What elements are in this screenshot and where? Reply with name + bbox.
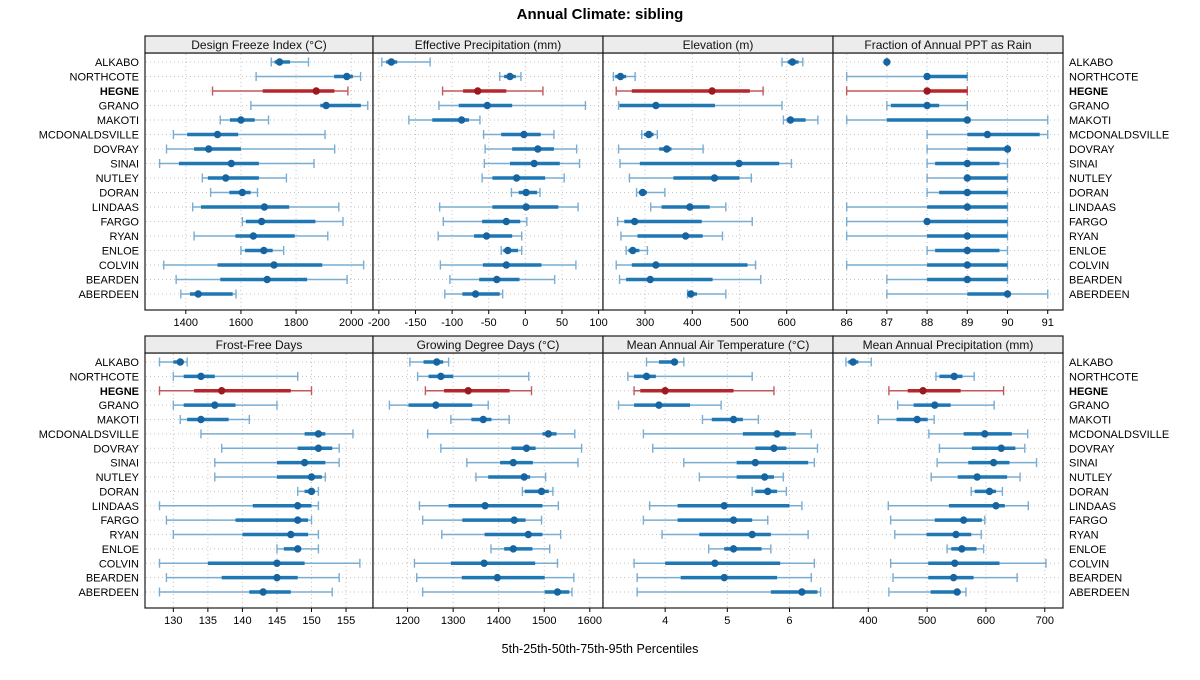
median-dot [480, 560, 487, 567]
axis-tick-label: 145 [267, 615, 287, 627]
station-label-left: BEARDEN [85, 572, 139, 585]
median-dot [177, 358, 184, 365]
chart-root [39, 36, 1170, 627]
median-dot [958, 545, 965, 552]
station-label-right: MCDONALDSVILLE [1069, 129, 1170, 142]
axis-tick-label: 1400 [173, 317, 199, 329]
median-dot [554, 588, 561, 595]
median-dot [322, 102, 329, 109]
axis-tick-label: 700 [1035, 615, 1054, 627]
median-dot [464, 387, 471, 394]
median-dot [270, 261, 277, 268]
axis-tick-label: 1400 [486, 615, 511, 627]
axis-tick-label: 5 [724, 615, 731, 627]
station-label-left: COLVIN [98, 260, 139, 272]
station-label-right: RYAN [1069, 231, 1099, 243]
axis-tick-label: 500 [730, 317, 749, 329]
station-label-right: COLVIN [1069, 558, 1110, 571]
median-dot [931, 401, 938, 408]
median-dot [964, 261, 971, 268]
median-dot [787, 116, 794, 123]
station-label-right: FARGO [1069, 216, 1108, 229]
station-label-right: NUTLEY [1069, 173, 1113, 185]
axis-tick-label: 1300 [440, 615, 466, 627]
median-dot [228, 160, 235, 167]
panel-header-title: Elevation (m) [682, 38, 754, 52]
median-dot [761, 473, 768, 480]
median-dot [294, 545, 301, 552]
station-label-left: ABERDEEN [78, 587, 139, 599]
median-dot [481, 502, 488, 509]
axis-tick-label: 90 [1001, 317, 1014, 329]
median-dot [237, 116, 244, 123]
median-dot [433, 358, 440, 365]
median-dot [711, 174, 718, 181]
median-dot [950, 373, 957, 380]
median-dot [655, 401, 662, 408]
station-label-left: RYAN [109, 529, 139, 542]
median-dot [923, 87, 930, 94]
station-label-left: HEGNE [99, 385, 139, 398]
median-dot [913, 416, 920, 423]
median-dot [661, 387, 668, 394]
median-dot [294, 516, 301, 523]
panel-header-title: Effective Precipitation (mm) [414, 38, 562, 52]
axis-tick-label: 130 [164, 615, 183, 627]
station-label-right: COLVIN [1069, 260, 1110, 272]
axis-tick-label: 4 [662, 615, 669, 627]
median-dot [964, 276, 971, 283]
station-label-right: HEGNE [1069, 385, 1109, 398]
median-dot [503, 261, 510, 268]
station-label-left: MAKOTI [96, 115, 139, 127]
station-label-left: MCDONALDSVILLE [38, 129, 139, 142]
median-dot [721, 574, 728, 581]
station-label-right: LINDAAS [1069, 202, 1117, 214]
axis-tick-label: -50 [480, 317, 497, 329]
median-dot [984, 131, 991, 138]
station-label-right: SINAI [1069, 457, 1098, 470]
median-dot [494, 574, 501, 581]
median-dot [647, 276, 654, 283]
median-dot [308, 473, 315, 480]
station-label-right: GRANO [1069, 400, 1110, 413]
axis-tick-label: 135 [198, 615, 218, 627]
panel-mean-annual-precipitation-mm- [833, 336, 1063, 627]
station-label-right: LINDAAS [1069, 500, 1117, 513]
station-label-right: ENLOE [1069, 543, 1107, 556]
station-label-left: NUTLEY [95, 173, 139, 185]
median-dot [315, 445, 322, 452]
station-label-right: NORTHCOTE [1069, 371, 1139, 384]
axis-tick-label: 86 [840, 317, 853, 329]
station-label-right: ABERDEEN [1069, 289, 1130, 301]
median-dot [313, 87, 320, 94]
median-dot [214, 131, 221, 138]
median-dot [294, 502, 301, 509]
chart-title: Annual Climate: sibling [516, 6, 684, 23]
median-dot [437, 373, 444, 380]
median-dot [513, 174, 520, 181]
median-dot [432, 401, 439, 408]
median-dot [520, 131, 527, 138]
median-dot [258, 218, 265, 225]
median-dot [730, 516, 737, 523]
median-dot [964, 174, 971, 181]
median-dot [222, 174, 229, 181]
station-label-left: FARGO [100, 515, 139, 528]
median-dot [923, 102, 930, 109]
station-label-left: DORAN [99, 486, 139, 499]
median-dot [711, 560, 718, 567]
station-label-right: FARGO [1069, 515, 1108, 528]
axis-tick-label: 155 [336, 615, 356, 627]
station-label-left: NUTLEY [95, 472, 139, 484]
median-dot [287, 531, 294, 538]
median-dot [998, 445, 1005, 452]
median-dot [730, 545, 737, 552]
station-label-left: SINAI [110, 158, 139, 171]
panel-elevation-m- [603, 36, 833, 329]
station-label-left: DOVRAY [93, 144, 139, 156]
median-dot [315, 430, 322, 437]
station-label-left: DOVRAY [93, 443, 139, 456]
median-dot [952, 531, 959, 538]
station-label-left: HEGNE [99, 86, 139, 98]
panel-design-freeze-index-c- [145, 36, 373, 329]
median-dot [205, 145, 212, 152]
median-dot [721, 502, 728, 509]
axis-tick-label: 89 [961, 317, 974, 329]
axis-tick-label: -100 [441, 317, 464, 329]
median-dot [643, 373, 650, 380]
station-label-right: SINAI [1069, 158, 1098, 171]
axis-tick-label: 100 [589, 317, 608, 329]
station-label-left: SINAI [110, 457, 139, 470]
median-dot [388, 58, 395, 65]
station-label-right: DOVRAY [1069, 144, 1115, 156]
median-dot [250, 232, 257, 239]
median-dot [735, 160, 742, 167]
median-dot [530, 160, 537, 167]
median-dot [631, 218, 638, 225]
median-dot [708, 87, 715, 94]
median-dot [343, 73, 350, 80]
station-label-left: LINDAAS [91, 500, 139, 513]
station-label-right: HEGNE [1069, 86, 1109, 98]
median-dot [483, 232, 490, 239]
median-dot [308, 488, 315, 495]
station-label-left: ALKABO [94, 357, 139, 369]
median-dot [484, 102, 491, 109]
axis-tick-label: 300 [635, 317, 655, 329]
median-dot [687, 290, 694, 297]
axis-tick-label: 400 [859, 615, 878, 627]
station-label-left: COLVIN [98, 558, 139, 571]
median-dot [472, 290, 479, 297]
station-label-right: DOVRAY [1069, 443, 1115, 456]
median-dot [523, 445, 530, 452]
median-dot [261, 203, 268, 210]
panel-header-title: Design Freeze Index (°C) [191, 38, 327, 52]
median-dot [522, 203, 529, 210]
axis-tick-label: 140 [233, 615, 252, 627]
median-dot [273, 574, 280, 581]
median-dot [545, 430, 552, 437]
station-label-left: MCDONALDSVILLE [38, 428, 139, 441]
median-dot [276, 58, 283, 65]
median-dot [197, 373, 204, 380]
median-dot [273, 560, 280, 567]
median-dot [950, 574, 957, 581]
station-label-left: ALKABO [94, 57, 139, 69]
median-dot [538, 488, 545, 495]
median-dot [964, 189, 971, 196]
station-label-left: GRANO [98, 100, 139, 113]
station-label-right: BEARDEN [1069, 274, 1123, 287]
station-label-right: ENLOE [1069, 245, 1107, 258]
median-dot [663, 145, 670, 152]
panel-effective-precipitation-mm- [368, 36, 608, 329]
panel-growing-degree-days-c- [373, 336, 603, 627]
median-dot [849, 358, 856, 365]
median-dot [964, 116, 971, 123]
station-label-left: FARGO [100, 216, 139, 229]
median-dot [730, 416, 737, 423]
axis-tick-label: 88 [920, 317, 934, 329]
station-label-right: MCDONALDSVILLE [1069, 428, 1170, 441]
axis-tick-label: 600 [777, 317, 796, 329]
median-dot [992, 502, 999, 509]
panel-header-title: Mean Annual Precipitation (mm) [862, 338, 1034, 352]
station-label-right: DORAN [1069, 187, 1109, 200]
median-dot [964, 160, 971, 167]
axis-tick-label: 1600 [228, 317, 254, 329]
panel-header-title: Growing Degree Days (°C) [416, 338, 560, 352]
median-dot [951, 560, 958, 567]
median-dot [748, 531, 755, 538]
median-dot [504, 247, 511, 254]
median-dot [493, 276, 500, 283]
x-axis-caption: 5th-25th-50th-75th-95th Percentiles [501, 642, 699, 656]
median-dot [923, 73, 930, 80]
axis-tick-label: 1800 [283, 317, 309, 329]
station-label-right: GRANO [1069, 100, 1110, 113]
median-dot [639, 189, 646, 196]
median-dot [1004, 145, 1011, 152]
station-label-left: LINDAAS [91, 202, 139, 214]
station-label-right: DORAN [1069, 486, 1109, 499]
median-dot [629, 247, 636, 254]
panel-mean-annual-air-temperature-c- [603, 336, 833, 627]
median-dot [789, 58, 796, 65]
station-label-left: ENLOE [101, 245, 139, 258]
axis-tick-label: -150 [404, 317, 427, 329]
station-label-right: NORTHCOTE [1069, 71, 1139, 84]
median-dot [510, 545, 517, 552]
axis-tick-label: 87 [880, 317, 894, 329]
station-label-left: DORAN [99, 187, 139, 200]
station-label-left: NORTHCOTE [69, 71, 139, 84]
median-dot [506, 73, 513, 80]
panel-fraction-of-annual-ppt-as-rain [833, 36, 1063, 329]
station-label-right: MAKOTI [1069, 414, 1112, 427]
median-dot [773, 430, 780, 437]
median-dot [964, 232, 971, 239]
axis-tick-label: 1500 [532, 615, 557, 627]
station-label-left: ABERDEEN [78, 289, 139, 301]
panel-header-title: Frost-Free Days [215, 338, 303, 352]
station-label-right: ABERDEEN [1069, 587, 1130, 599]
median-dot [990, 459, 997, 466]
median-dot [686, 203, 693, 210]
median-dot [671, 358, 678, 365]
median-dot [960, 516, 967, 523]
median-dot [510, 459, 517, 466]
axis-tick-label: 500 [917, 615, 937, 627]
station-label-left: RYAN [109, 231, 139, 243]
median-dot [522, 189, 529, 196]
median-dot [964, 203, 971, 210]
median-dot [1004, 290, 1011, 297]
station-label-right: NUTLEY [1069, 472, 1113, 484]
median-dot [923, 218, 930, 225]
median-dot [525, 531, 532, 538]
axis-tick-label: 600 [976, 615, 996, 627]
panel-header-title: Fraction of Annual PPT as Rain [864, 38, 1032, 52]
median-dot [883, 58, 890, 65]
axis-tick-label: 6 [786, 615, 793, 627]
station-label-right: ALKABO [1069, 357, 1114, 369]
median-dot [953, 588, 960, 595]
median-dot [239, 189, 246, 196]
axis-tick-label: 50 [555, 317, 569, 329]
panel-frost-free-days [145, 336, 373, 627]
axis-tick-label: 1200 [395, 615, 420, 627]
station-label-right: ALKABO [1069, 57, 1114, 69]
axis-tick-label: 0 [522, 317, 529, 329]
station-label-left: BEARDEN [85, 274, 139, 287]
median-dot [919, 387, 926, 394]
axis-tick-label: 91 [1041, 317, 1054, 329]
median-dot [752, 459, 759, 466]
median-dot [964, 247, 971, 254]
median-dot [521, 473, 528, 480]
median-dot [798, 588, 805, 595]
median-dot [986, 488, 993, 495]
median-dot [645, 131, 652, 138]
station-label-left: GRANO [98, 400, 139, 413]
median-dot [263, 276, 270, 283]
median-dot [617, 73, 624, 80]
median-dot [480, 416, 487, 423]
median-dot [211, 401, 218, 408]
median-dot [764, 488, 771, 495]
median-dot [458, 116, 465, 123]
station-label-right: BEARDEN [1069, 572, 1123, 585]
axis-tick-label: 1600 [577, 615, 603, 627]
station-label-right: RYAN [1069, 529, 1099, 542]
panel-header-title: Mean Annual Air Temperature (°C) [626, 338, 810, 352]
median-dot [534, 145, 541, 152]
median-dot [682, 232, 689, 239]
median-dot [510, 516, 517, 523]
median-dot [218, 387, 225, 394]
median-dot [652, 102, 659, 109]
median-dot [652, 261, 659, 268]
station-label-right: MAKOTI [1069, 115, 1112, 127]
median-dot [195, 290, 202, 297]
median-dot [973, 473, 980, 480]
median-dot [770, 445, 777, 452]
axis-tick-label: 150 [302, 615, 321, 627]
axis-tick-label: 400 [683, 317, 702, 329]
median-dot [260, 247, 267, 254]
median-dot [259, 588, 266, 595]
median-dot [981, 430, 988, 437]
median-dot [301, 459, 308, 466]
median-dot [503, 218, 510, 225]
axis-tick-label: -200 [367, 317, 390, 329]
station-label-left: ENLOE [101, 543, 139, 556]
station-label-left: NORTHCOTE [69, 371, 139, 384]
median-dot [474, 87, 481, 94]
station-label-left: MAKOTI [96, 414, 139, 427]
axis-tick-label: 2000 [338, 317, 364, 329]
median-dot [197, 416, 204, 423]
